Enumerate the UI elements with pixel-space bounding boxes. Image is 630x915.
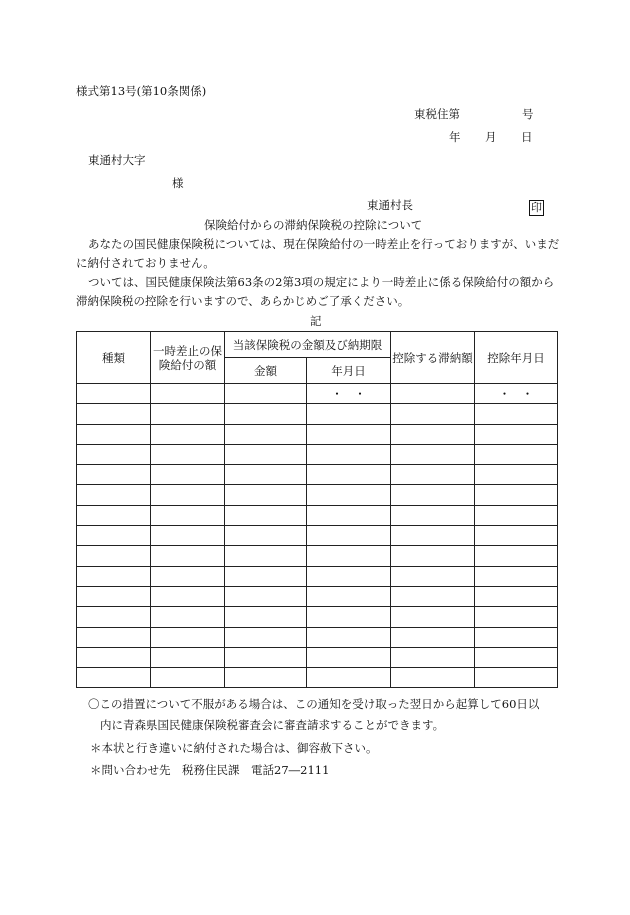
table-row (77, 526, 558, 546)
table-cell (307, 424, 391, 444)
table-cell (225, 404, 307, 424)
table-cell (307, 485, 391, 505)
table-cell (151, 566, 225, 586)
table-cell (225, 384, 307, 404)
table-cell (77, 424, 151, 444)
date-dots-cell: ・ ・ (307, 384, 391, 404)
table-cell (225, 526, 307, 546)
table-cell (77, 526, 151, 546)
table-cell (475, 586, 558, 606)
header-suspended-amount: 一時差止の保険給付の額 (151, 332, 225, 384)
table-cell (77, 505, 151, 525)
table-cell (307, 505, 391, 525)
date-month: 月 (485, 130, 497, 144)
table-cell (77, 586, 151, 606)
table-cell (225, 485, 307, 505)
table-cell (391, 485, 475, 505)
recipient-address: 東通村大字 (88, 153, 146, 167)
table-cell (475, 505, 558, 525)
table-cell (391, 526, 475, 546)
table-cell (77, 566, 151, 586)
table-cell (391, 586, 475, 606)
table-cell (151, 424, 225, 444)
table-cell (151, 444, 225, 464)
table-cell (475, 668, 558, 688)
contact-info: ＊問い合わせ先 税務住民課 電話27―2111 (90, 763, 330, 777)
table-cell (307, 607, 391, 627)
table-cell (391, 566, 475, 586)
table-cell (151, 546, 225, 566)
table-row (77, 444, 558, 464)
table-cell (475, 404, 558, 424)
table-cell (307, 526, 391, 546)
table-cell (475, 526, 558, 546)
table-cell (151, 384, 225, 404)
table-row (77, 647, 558, 667)
deduction-table (76, 331, 558, 688)
header-deduct-amount: 控除する滞納額 (391, 332, 475, 384)
table-cell (77, 384, 151, 404)
date-day: 日 (521, 130, 533, 144)
table-cell (307, 465, 391, 485)
table-row (77, 465, 558, 485)
table-cell (307, 668, 391, 688)
table-header-row (77, 332, 558, 358)
table-cell (307, 546, 391, 566)
doc-number-prefix: 東税住第 (414, 107, 460, 121)
seal-text: 印 (531, 201, 542, 214)
table-row (77, 384, 558, 404)
header-amount: 金額 (225, 358, 307, 384)
form-label: 様式第13号(第10条関係) (76, 84, 207, 98)
date-year: 年 (449, 130, 461, 144)
table-cell (151, 586, 225, 606)
table-cell (225, 586, 307, 606)
date-dots-cell: ・ ・ (475, 384, 558, 404)
table-cell (151, 668, 225, 688)
table-cell (77, 404, 151, 424)
table-cell (475, 566, 558, 586)
sender-name: 東通村長 (367, 198, 413, 212)
table-row (77, 424, 558, 444)
table-cell (307, 586, 391, 606)
table-cell (77, 485, 151, 505)
table-cell (475, 444, 558, 464)
table-cell (475, 485, 558, 505)
table-cell (225, 465, 307, 485)
table-cell (475, 465, 558, 485)
table-row (77, 505, 558, 525)
table-cell (225, 647, 307, 667)
table-cell (151, 607, 225, 627)
table-body (77, 384, 558, 688)
doc-number-suffix: 号 (522, 107, 534, 121)
header-date: 年月日 (307, 358, 391, 384)
table-cell (151, 505, 225, 525)
table-cell (391, 384, 475, 404)
table-cell (151, 465, 225, 485)
table-cell (475, 647, 558, 667)
table-cell (77, 627, 151, 647)
table-cell (225, 424, 307, 444)
recipient-honorific: 様 (172, 176, 184, 190)
table-cell (225, 444, 307, 464)
table-cell (475, 607, 558, 627)
body-paragraph-2: ついては、国民健康保険法第63条の2第3項の規定により一時差止に係る保険給付の額から滞納保険税の控除を行いますので、あらかじめご了承ください。 (76, 275, 555, 308)
table-cell (225, 566, 307, 586)
ki-heading: 記 (310, 314, 322, 328)
appeal-line-1: 〇この措置について不服がある場合は、この通知を受け取った翌日から起算して60日以 (88, 697, 540, 711)
header-deduct-date: 控除年月日 (475, 332, 558, 384)
table-row (77, 586, 558, 606)
table-cell (391, 404, 475, 424)
table-cell (225, 607, 307, 627)
table-row (77, 627, 558, 647)
header-type: 種類 (77, 332, 151, 384)
table-cell (391, 546, 475, 566)
body-paragraph-1: あなたの国民健康保険税については、現在保険給付の一時差止を行っておりますが、いまだに納付されておりません。 (76, 237, 560, 270)
table-cell (77, 607, 151, 627)
table-cell (151, 647, 225, 667)
table-cell (307, 647, 391, 667)
table-cell (225, 505, 307, 525)
table-cell (151, 485, 225, 505)
table-row (77, 546, 558, 566)
table-cell (391, 505, 475, 525)
table-cell (391, 465, 475, 485)
table-row (77, 404, 558, 424)
table-cell (77, 465, 151, 485)
table-cell (225, 627, 307, 647)
table-cell (151, 404, 225, 424)
table-cell (225, 546, 307, 566)
note-payment: ＊本状と行き違いに納付された場合は、御容赦下さい。 (90, 741, 378, 755)
table-cell (475, 546, 558, 566)
table-cell (391, 647, 475, 667)
notice-title: 保険給付からの滞納保険税の控除について (204, 218, 423, 232)
table-cell (77, 546, 151, 566)
table-cell (391, 627, 475, 647)
table-cell (391, 424, 475, 444)
table-cell (475, 627, 558, 647)
table-cell (307, 627, 391, 647)
table-cell (77, 444, 151, 464)
table-cell (151, 627, 225, 647)
table-cell (77, 668, 151, 688)
appeal-line-2: 内に青森県国民健康保険税審査会に審査請求することができます。 (100, 718, 445, 732)
table-cell (391, 444, 475, 464)
table-cell (307, 444, 391, 464)
table-row (77, 485, 558, 505)
seal-mark (529, 196, 544, 216)
table-row (77, 607, 558, 627)
table-cell (77, 647, 151, 667)
table-row (77, 668, 558, 688)
table-cell (475, 424, 558, 444)
table-cell (391, 607, 475, 627)
table-cell (391, 668, 475, 688)
table-cell (307, 566, 391, 586)
header-tax-group: 当該保険税の金額及び納期限 (225, 332, 391, 358)
table-row (77, 566, 558, 586)
table-cell (307, 404, 391, 424)
table-cell (151, 526, 225, 546)
table-cell (225, 668, 307, 688)
